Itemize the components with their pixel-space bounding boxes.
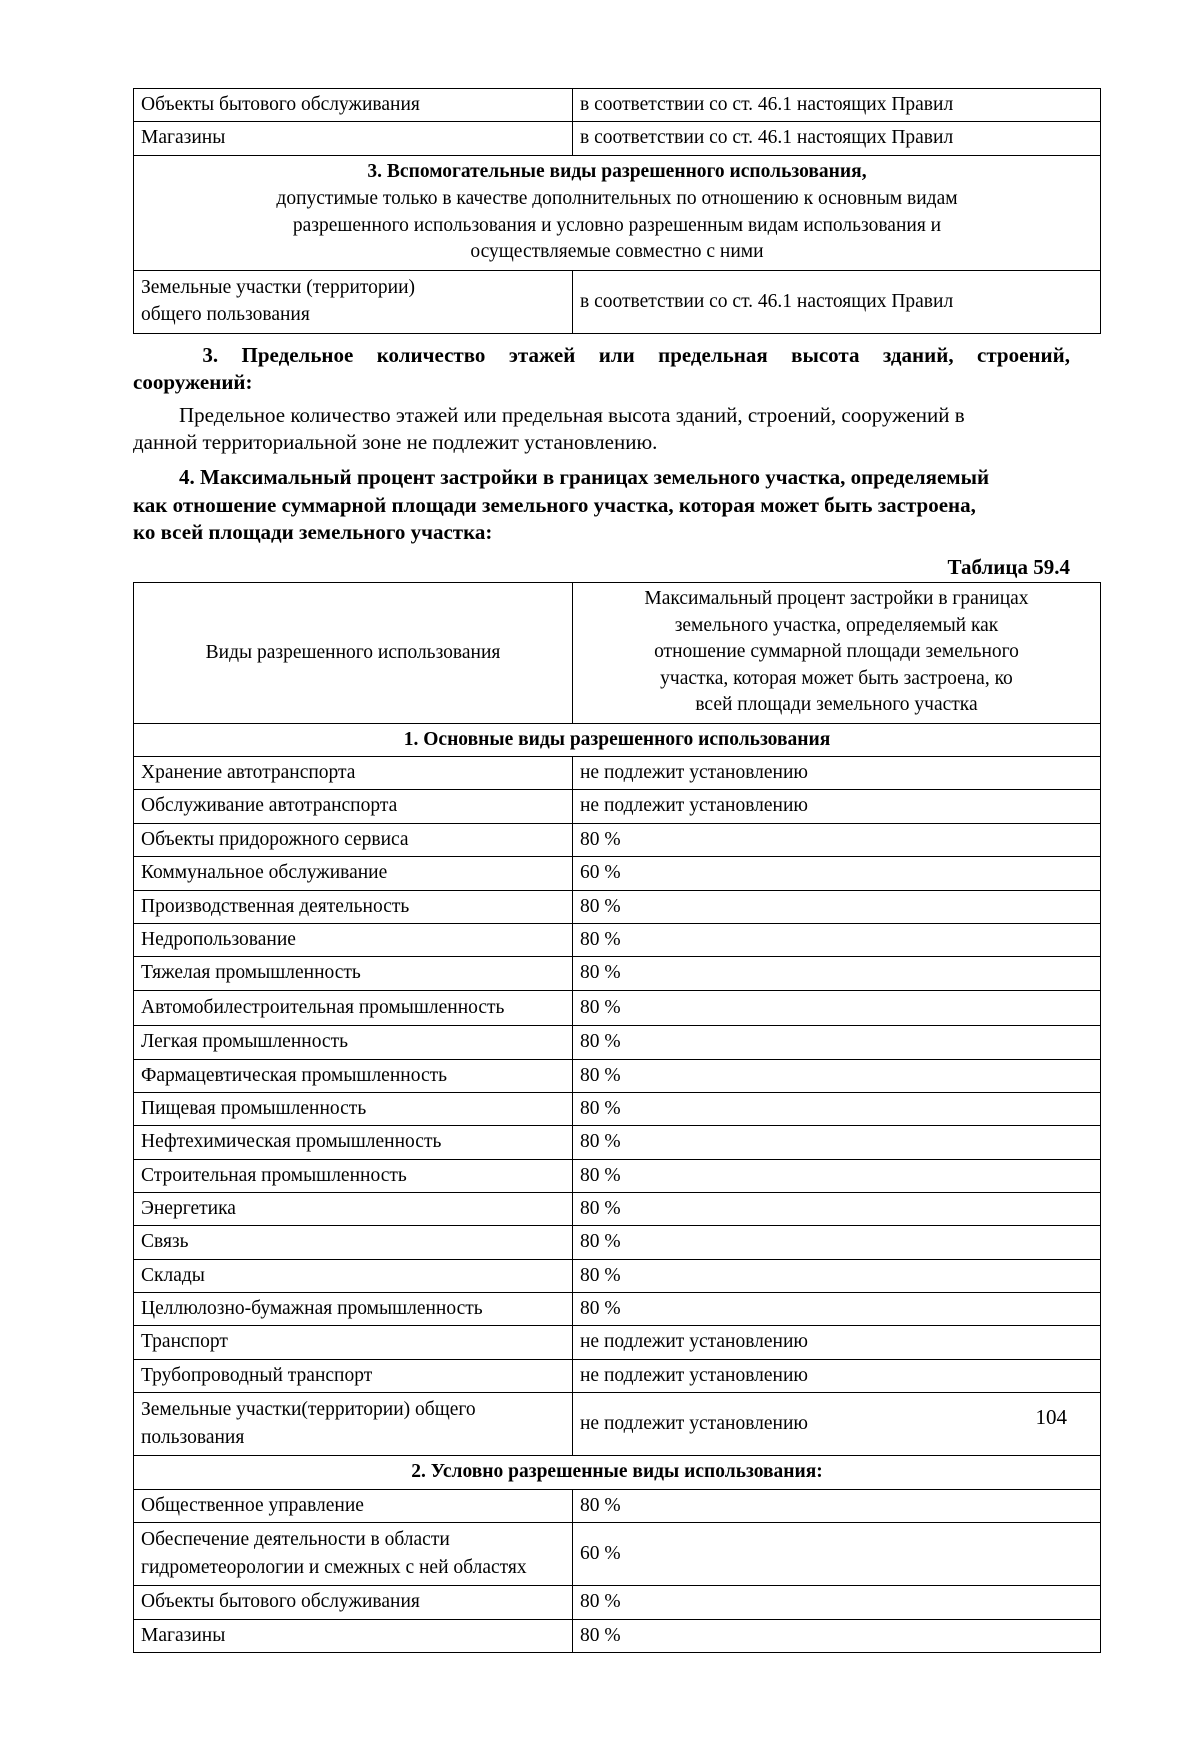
max-percent-cell: 80 % (573, 1026, 1101, 1059)
table-section-row (134, 723, 1101, 756)
auxiliary-uses-line-4: осуществляемые совместно с ними (470, 241, 764, 263)
table-row (134, 790, 1101, 823)
max-percent-cell: не подлежит установлению (573, 1326, 1101, 1359)
max-percent-cell: не подлежит установлению (573, 1359, 1101, 1392)
table-row (134, 1326, 1101, 1359)
use-type-cell: Коммунальное обслуживание (134, 857, 573, 890)
table-row (134, 1026, 1101, 1059)
table-row (134, 1619, 1101, 1652)
auxiliary-uses-header (134, 155, 1101, 270)
use-type-cell: Производственная деятельность (134, 890, 573, 923)
max-percent-cell: 80 % (573, 1192, 1101, 1225)
section-3-w6: высота (791, 343, 860, 368)
use-type-cell: Легкая промышленность (134, 1026, 573, 1059)
section-4 (133, 464, 1070, 546)
section-4-heading-line-1 (133, 464, 1070, 491)
column-header-line-4: участка, которая может быть застроена, ко (660, 667, 1013, 689)
section-4-heading-line-2: как отношение суммарной площади земельного участка, которая может быть застроена, (133, 492, 976, 517)
table-row (134, 957, 1101, 990)
section-3-w4: или (598, 343, 635, 368)
max-percent-cell: 80 % (573, 1619, 1101, 1652)
table-row (134, 757, 1101, 790)
table-row (134, 122, 1101, 155)
use-type-cell: Пищевая промышленность (134, 1092, 573, 1125)
section-3-w3: этажей (508, 343, 576, 368)
use-type-cell: Объекты придорожного сервиса (134, 823, 573, 856)
table-59-4-body (134, 583, 1101, 757)
section-3-body-text-1: Предельное количество этажей или предельная высота зданий, строений, сооружений в (179, 402, 965, 427)
auxiliary-uses-line-3: разрешенного использования и условно разрешенным видам использования и (292, 214, 942, 236)
max-percent-cell: 80 % (573, 990, 1101, 1026)
table-row (134, 1586, 1101, 1619)
use-type-cell: Строительная промышленность (134, 1159, 573, 1192)
table-row (134, 1226, 1101, 1259)
table-caption: Таблица 59.4 (947, 555, 1070, 580)
conditional-uses-rows (134, 1489, 1101, 1652)
section-3-w1: Предельное (241, 343, 354, 368)
use-type-cell: Нефтехимическая промышленность (134, 1126, 573, 1159)
max-percent-cell: 80 % (573, 1292, 1101, 1325)
use-value-cell: в соответствии со ст. 46.1 настоящих Правил (573, 270, 1101, 333)
max-percent-cell: 80 % (573, 957, 1101, 990)
max-percent-cell: 80 % (573, 1489, 1101, 1522)
table-row (134, 270, 1101, 333)
use-type-cell: Склады (134, 1259, 573, 1292)
use-type-cell: Объекты бытового обслуживания (134, 1586, 573, 1619)
use-type-cell: Тяжелая промышленность (134, 957, 573, 990)
auxiliary-uses-title: 3. Вспомогательные виды разрешенного использования, (367, 160, 867, 182)
table-row (134, 1059, 1101, 1092)
max-percent-cell: 80 % (573, 890, 1101, 923)
table-row (134, 1393, 1101, 1456)
section-3-heading-line-2: сооружений: (133, 370, 253, 395)
section-title-main-uses: 1. Основные виды разрешенного использования (134, 723, 1101, 756)
section-3-w5: предельная (658, 343, 768, 368)
max-percent-cell: 80 % (573, 1092, 1101, 1125)
section-title-conditional-uses: 2. Условно разрешенные виды использования: (134, 1456, 1101, 1489)
section-3-w8: строений, (977, 343, 1070, 368)
section-3-num: 3. (202, 343, 219, 368)
section-3 (133, 342, 1070, 456)
use-type-cell: Обеспечение деятельности в области гидрометеорологии и смежных с ней областях (134, 1523, 573, 1586)
use-type-cell: Общественное управление (134, 1489, 573, 1522)
max-percent-cell: не подлежит установлению (573, 790, 1101, 823)
table-row (134, 1159, 1101, 1192)
table-continuation-body (134, 89, 1101, 334)
table-section-row (134, 155, 1101, 270)
use-type-cell (134, 270, 573, 333)
section-4-heading-line-3: ко всей площади земельного участка: (133, 519, 493, 544)
max-percent-cell: не подлежит установлению (573, 757, 1101, 790)
max-percent-cell: 80 % (573, 1059, 1101, 1092)
table-row (134, 1489, 1101, 1522)
section-3-body-line-2: данной территориальной зоне не подлежит установлению. (133, 430, 658, 455)
max-percent-cell: 60 % (573, 857, 1101, 890)
max-percent-cell: 80 % (573, 1226, 1101, 1259)
use-type-cell: Трубопроводный транспорт (134, 1359, 573, 1392)
table-row (134, 1192, 1101, 1225)
table-59-4 (133, 582, 1101, 1653)
use-type-cell: Фармацевтическая промышленность (134, 1059, 573, 1092)
table-row (134, 990, 1101, 1026)
use-type-cell: Магазины (134, 1619, 573, 1652)
use-type-cell: Магазины (134, 122, 573, 155)
table-row (134, 890, 1101, 923)
max-percent-cell: 80 % (573, 1126, 1101, 1159)
max-percent-cell: 80 % (573, 1586, 1101, 1619)
column-header-line-1: Максимальный процент застройки в границах (644, 588, 1029, 610)
use-type-cell: Недропользование (134, 923, 573, 956)
table-row (134, 1092, 1101, 1125)
max-percent-cell: не подлежит установлению (573, 1393, 1101, 1456)
max-percent-cell: 80 % (573, 1259, 1101, 1292)
table-row (134, 1126, 1101, 1159)
table-header-row (134, 583, 1101, 724)
indent-spacer (133, 342, 179, 369)
table-row (134, 923, 1101, 956)
use-type-cell: Транспорт (134, 1326, 573, 1359)
table-row (134, 857, 1101, 890)
section-4-heading-text-1: 4. Максимальный процент застройки в границах земельного участка, определяемый (179, 465, 990, 490)
max-percent-cell: 80 % (573, 823, 1101, 856)
use-type-cell: Обслуживание автотранспорта (134, 790, 573, 823)
use-type-cell: Связь (134, 1226, 573, 1259)
table-row (134, 1359, 1101, 1392)
use-type-cell: Земельные участки(территории) общего пользования (134, 1393, 573, 1456)
use-type-line-2: общего пользования (141, 304, 310, 326)
max-percent-cell: 80 % (573, 923, 1101, 956)
table-row (134, 1523, 1101, 1586)
column-header-use-type: Виды разрешенного использования (134, 583, 573, 724)
use-type-cell: Хранение автотранспорта (134, 757, 573, 790)
table-continuation (133, 88, 1101, 334)
table-row (134, 1259, 1101, 1292)
use-type-line-1: Земельные участки (территории) (141, 276, 416, 298)
use-type-cell: Объекты бытового обслуживания (134, 89, 573, 122)
use-type-cell: Энергетика (134, 1192, 573, 1225)
section-3-body-line-1 (133, 402, 1070, 429)
column-header-max-percent (573, 583, 1101, 724)
section-3-w2: количество (376, 343, 486, 368)
page-number: 104 (1035, 1405, 1067, 1429)
table-row (134, 89, 1101, 122)
column-header-line-2: земельного участка, определяемый как (674, 614, 999, 636)
table-row (134, 823, 1101, 856)
page-content (133, 88, 1070, 1653)
use-value-cell: в соответствии со ст. 46.1 настоящих Правил (573, 89, 1101, 122)
section-3-heading-line-1 (133, 342, 1070, 369)
section-3-w7: зданий, (882, 343, 954, 368)
max-percent-cell: 60 % (573, 1523, 1101, 1586)
main-uses-rows (134, 757, 1101, 1456)
use-type-cell: Целлюлозно-бумажная промышленность (134, 1292, 573, 1325)
use-type-cell: Автомобилестроительная промышленность (134, 990, 573, 1026)
auxiliary-uses-line-2: допустимые только в качестве дополнительных по отношению к основным видам (276, 188, 958, 210)
column-header-line-5: всей площади земельного участка (695, 694, 978, 716)
use-value-cell: в соответствии со ст. 46.1 настоящих Правил (573, 122, 1101, 155)
table-row (134, 1292, 1101, 1325)
table-section-row (134, 1456, 1101, 1489)
max-percent-cell: 80 % (573, 1159, 1101, 1192)
column-header-line-3: отношение суммарной площади земельного (654, 641, 1019, 663)
